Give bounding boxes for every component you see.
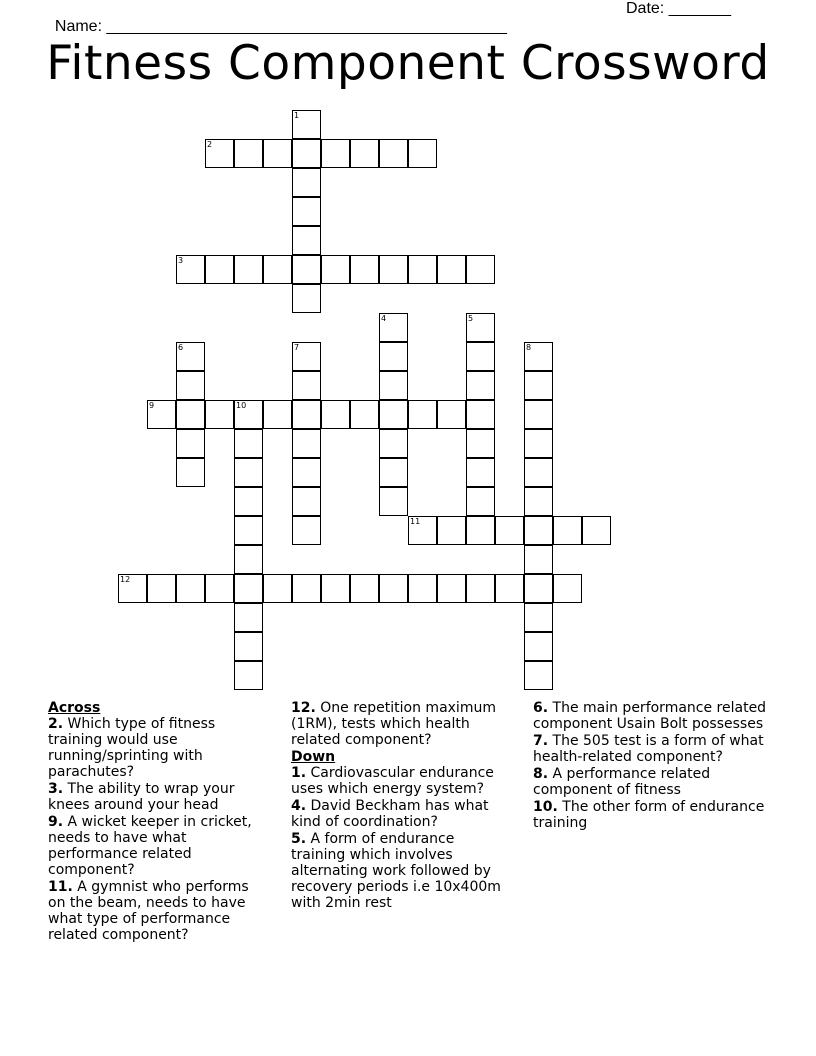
grid-cell[interactable] <box>466 400 495 429</box>
grid-cell[interactable] <box>263 255 292 284</box>
grid-cell[interactable] <box>437 400 466 429</box>
clue-text: A form of endurance training which involves alternating work followed by recovery periods i.e 10x400m with 2min rest <box>291 831 501 911</box>
grid-cell[interactable] <box>118 574 147 603</box>
grid-cell[interactable] <box>582 516 611 545</box>
clue-number-label: 4 <box>381 314 387 323</box>
grid-cell[interactable] <box>176 429 205 458</box>
down-heading: Down <box>291 749 336 765</box>
grid-cell[interactable] <box>379 429 408 458</box>
grid-cell[interactable] <box>437 516 466 545</box>
grid-cell[interactable] <box>234 487 263 516</box>
clue-text: A performance related component of fitness <box>533 766 711 798</box>
clue-down-5 <box>291 831 513 911</box>
grid-cell[interactable] <box>292 371 321 400</box>
grid-cell[interactable] <box>292 458 321 487</box>
grid-cell[interactable] <box>524 545 553 574</box>
clues-column-1 <box>48 700 270 944</box>
grid-cell[interactable] <box>553 574 582 603</box>
grid-cell[interactable] <box>263 139 292 168</box>
clue-number: 8. <box>533 766 549 782</box>
grid-cell[interactable] <box>466 429 495 458</box>
clues-column-2 <box>291 700 513 912</box>
grid-cell[interactable] <box>147 574 176 603</box>
grid-cell[interactable] <box>292 139 321 168</box>
grid-cell[interactable] <box>379 255 408 284</box>
grid-cell[interactable] <box>408 255 437 284</box>
clue-across-2 <box>48 716 270 780</box>
grid-cell[interactable] <box>321 139 350 168</box>
grid-cell[interactable] <box>234 516 263 545</box>
grid-cell[interactable] <box>234 545 263 574</box>
grid-cell[interactable] <box>292 226 321 255</box>
grid-cell[interactable] <box>234 458 263 487</box>
clue-down-6 <box>533 700 773 732</box>
grid-cell[interactable] <box>524 661 553 690</box>
grid-cell[interactable] <box>408 139 437 168</box>
grid-cell[interactable] <box>466 516 495 545</box>
clue-number-label: 12 <box>120 575 131 584</box>
grid-cell[interactable] <box>292 429 321 458</box>
grid-cell[interactable] <box>495 516 524 545</box>
clue-number: 4. <box>291 798 307 814</box>
clue-down-1 <box>291 765 513 797</box>
grid-cell[interactable] <box>350 400 379 429</box>
clue-down-10 <box>533 799 773 831</box>
clue-across-3 <box>48 781 270 813</box>
grid-cell[interactable] <box>292 342 321 371</box>
grid-cell[interactable] <box>234 632 263 661</box>
grid-cell[interactable] <box>205 139 234 168</box>
grid-cell[interactable] <box>379 487 408 516</box>
grid-cell[interactable] <box>466 313 495 342</box>
grid-cell[interactable] <box>524 516 553 545</box>
grid-cell[interactable] <box>292 255 321 284</box>
grid-cell[interactable] <box>176 255 205 284</box>
grid-cell[interactable] <box>321 255 350 284</box>
grid-cell[interactable] <box>524 342 553 371</box>
grid-cell[interactable] <box>379 139 408 168</box>
clue-across-11 <box>48 879 270 943</box>
clue-number-label: 10 <box>236 401 247 410</box>
grid-cell[interactable] <box>553 516 582 545</box>
grid-cell[interactable] <box>350 139 379 168</box>
clue-number-label: 6 <box>178 343 184 352</box>
clue-text: A gymnist who performs on the beam, needs to have what type of performance related component? <box>48 879 249 943</box>
grid-cell[interactable] <box>466 255 495 284</box>
grid-cell[interactable] <box>147 400 176 429</box>
grid-cell[interactable] <box>234 574 263 603</box>
grid-cell[interactable] <box>292 110 321 139</box>
clue-across-9 <box>48 814 270 878</box>
grid-cell[interactable] <box>205 255 234 284</box>
grid-cell[interactable] <box>524 603 553 632</box>
clue-number: 1. <box>291 765 307 781</box>
grid-cell[interactable] <box>234 255 263 284</box>
grid-cell[interactable] <box>176 400 205 429</box>
clue-down-7 <box>533 733 773 765</box>
clue-down-4 <box>291 798 513 830</box>
grid-cell[interactable] <box>379 574 408 603</box>
grid-cell[interactable] <box>437 574 466 603</box>
grid-cell[interactable] <box>234 603 263 632</box>
clue-text: The 505 test is a form of what health-related component? <box>533 733 764 765</box>
clue-text: The main performance related component Usain Bolt possesses <box>533 700 767 732</box>
grid-cell[interactable] <box>176 458 205 487</box>
clue-text: The ability to wrap your knees around your head <box>48 781 235 813</box>
clue-number-label: 1 <box>294 111 300 120</box>
grid-cell[interactable] <box>292 400 321 429</box>
clue-text: A wicket keeper in cricket, needs to have what performance related component? <box>48 814 252 878</box>
clue-number: 2. <box>48 716 64 732</box>
grid-cell[interactable] <box>234 661 263 690</box>
grid-cell[interactable] <box>379 342 408 371</box>
clue-text: Cardiovascular endurance uses which energy system? <box>291 765 494 797</box>
grid-cell[interactable] <box>466 458 495 487</box>
clue-number-label: 8 <box>526 343 532 352</box>
grid-cell[interactable] <box>466 574 495 603</box>
grid-cell[interactable] <box>379 458 408 487</box>
clue-across-12 <box>291 700 513 748</box>
clue-number: 11. <box>48 879 73 895</box>
clue-down-8 <box>533 766 773 798</box>
clue-number-label: 9 <box>149 401 155 410</box>
grid-cell[interactable] <box>437 255 466 284</box>
grid-cell[interactable] <box>466 371 495 400</box>
across-heading: Across <box>48 700 101 716</box>
grid-cell[interactable] <box>408 516 437 545</box>
page-title: Fitness Component Crossword <box>46 36 770 91</box>
clue-number: 12. <box>291 700 316 716</box>
grid-cell[interactable] <box>292 574 321 603</box>
grid-cell[interactable] <box>292 516 321 545</box>
clue-text: One repetition maximum (1RM), tests which health related component? <box>291 700 496 748</box>
grid-cell[interactable] <box>524 371 553 400</box>
clue-number: 7. <box>533 733 549 749</box>
grid-cell[interactable] <box>350 574 379 603</box>
clue-text: The other form of endurance training <box>533 799 765 831</box>
grid-cell[interactable] <box>524 487 553 516</box>
clue-number-label: 7 <box>294 343 300 352</box>
clue-number: 5. <box>291 831 307 847</box>
grid-cell[interactable] <box>495 574 524 603</box>
clue-number: 6. <box>533 700 549 716</box>
grid-cell[interactable] <box>234 429 263 458</box>
grid-cell[interactable] <box>234 400 263 429</box>
grid-cell[interactable] <box>379 400 408 429</box>
clue-number: 10. <box>533 799 558 815</box>
grid-cell[interactable] <box>205 400 234 429</box>
grid-cell[interactable] <box>524 429 553 458</box>
clues-column-3 <box>533 700 773 832</box>
name-field-label: Name: _____________________________________________ <box>54 18 507 35</box>
clue-text: David Beckham has what kind of coordination? <box>291 798 489 830</box>
grid-cell[interactable] <box>466 487 495 516</box>
clue-number: 3. <box>48 781 64 797</box>
grid-cell[interactable] <box>321 400 350 429</box>
grid-cell[interactable] <box>292 197 321 226</box>
clue-number-label: 2 <box>207 140 213 149</box>
clue-number-label: 3 <box>178 256 184 265</box>
grid-cell[interactable] <box>524 632 553 661</box>
grid-cell[interactable] <box>234 139 263 168</box>
grid-cell[interactable] <box>524 574 553 603</box>
grid-cell[interactable] <box>379 313 408 342</box>
grid-cell[interactable] <box>263 400 292 429</box>
date-field-label: Date: _______ <box>626 0 731 17</box>
grid-cell[interactable] <box>408 400 437 429</box>
grid-cell[interactable] <box>292 168 321 197</box>
grid-cell[interactable] <box>466 342 495 371</box>
grid-cell[interactable] <box>263 574 292 603</box>
grid-cell[interactable] <box>205 574 234 603</box>
grid-cell[interactable] <box>176 574 205 603</box>
clue-number-label: 11 <box>410 517 421 526</box>
grid-cell[interactable] <box>292 284 321 313</box>
grid-cell[interactable] <box>524 458 553 487</box>
clue-number-label: 5 <box>468 314 474 323</box>
grid-cell[interactable] <box>379 371 408 400</box>
grid-cell[interactable] <box>292 487 321 516</box>
grid-cell[interactable] <box>176 371 205 400</box>
grid-cell[interactable] <box>176 342 205 371</box>
clue-number: 9. <box>48 814 64 830</box>
grid-cell[interactable] <box>524 400 553 429</box>
grid-cell[interactable] <box>350 255 379 284</box>
grid-cell[interactable] <box>408 574 437 603</box>
grid-cell[interactable] <box>321 574 350 603</box>
clue-text: Which type of fitness training would use running/sprinting with parachutes? <box>48 716 216 780</box>
